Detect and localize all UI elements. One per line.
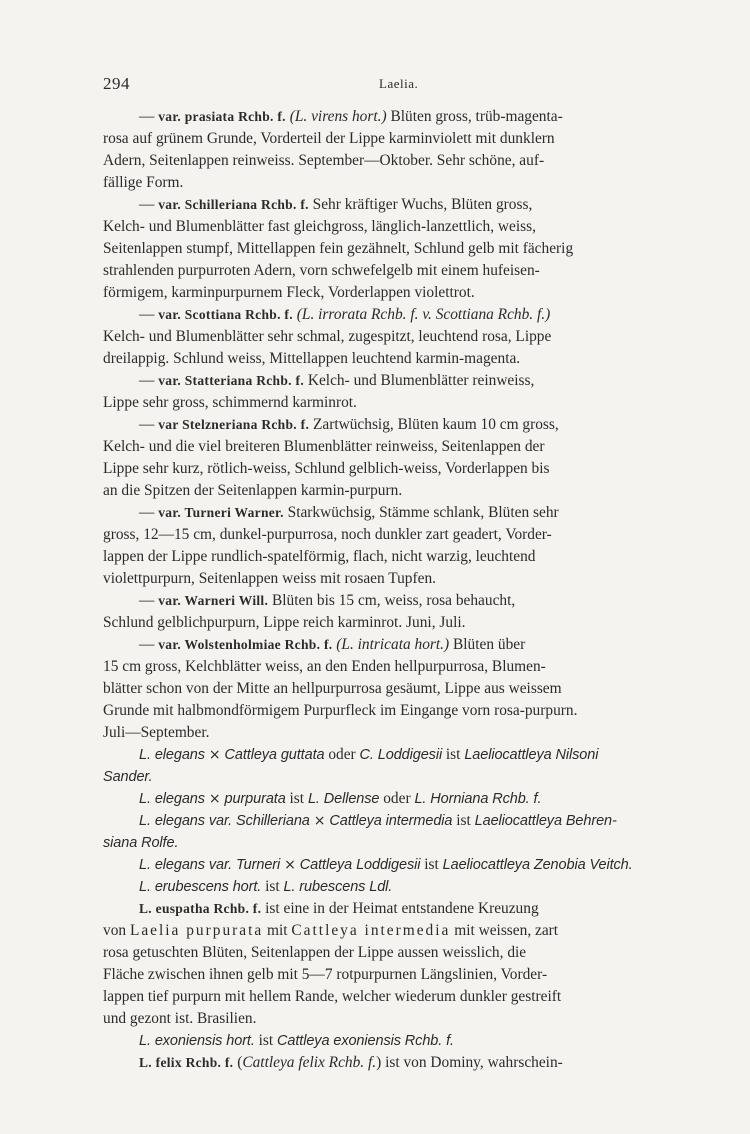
text-line bbox=[103, 766, 693, 788]
text-line bbox=[103, 304, 693, 326]
text-line bbox=[103, 612, 693, 634]
text-line bbox=[103, 502, 693, 524]
text-segment: — bbox=[139, 372, 159, 389]
text-segment: Kelch- und Blumenblätter fast gleichgross, länglich-lanzettlich, weiss, bbox=[103, 218, 536, 235]
text-segment: Sander. bbox=[103, 769, 153, 785]
text-segment: Fläche zwischen ihnen gelb mit 5—7 rotpurpurnen Längslinien, Vorder- bbox=[103, 966, 548, 983]
text-line bbox=[103, 216, 693, 238]
entry-name: var. Statteriana Rchb. f. bbox=[158, 373, 304, 388]
text-segment: lappen der Lippe rundlich-spatelförmig, flach, nicht warzig, leuchtend bbox=[103, 548, 536, 565]
entry-name: var. Turneri Warner. bbox=[158, 505, 284, 520]
text-segment: lappen tief purpurn mit hellem Rande, welcher wiederum dunkler gestreift bbox=[103, 988, 562, 1005]
text-segment: ist bbox=[285, 790, 308, 807]
text-segment: (L. virens hort.) bbox=[289, 108, 387, 125]
text-segment: L. exoniensis hort. bbox=[139, 1033, 255, 1049]
text-segment: gross, 12—15 cm, dunkel-purpurrosa, noch dunkler zart geadert, Vorder- bbox=[103, 526, 552, 543]
text-segment: Blüten gross, trüb-magenta- bbox=[386, 108, 563, 125]
text-line bbox=[103, 392, 693, 414]
text-line bbox=[103, 788, 693, 810]
text-line bbox=[103, 678, 693, 700]
text-line bbox=[103, 370, 693, 392]
text-segment: — bbox=[139, 108, 159, 125]
text-segment: Kelch- und Blumenblätter sehr schmal, zugespitzt, leuchtend rosa, Lippe bbox=[103, 328, 552, 345]
text-segment: ist bbox=[442, 746, 465, 763]
text-segment: C. Loddigesii bbox=[359, 747, 443, 763]
text-line bbox=[103, 876, 693, 898]
text-segment: Starkwüchsig, Stämme schlank, Blüten sehr bbox=[283, 504, 559, 521]
text-segment: ) ist von Dominy, wahrschein- bbox=[376, 1054, 563, 1071]
text-segment: violettpurpurn, Seitenlappen weiss mit rosaen Tupfen. bbox=[103, 570, 436, 587]
text-segment: ist bbox=[420, 856, 443, 873]
text-segment: Cattleya Loddigesii bbox=[295, 857, 421, 873]
text-segment: Cattleya guttata bbox=[220, 747, 325, 763]
text-line bbox=[103, 1052, 693, 1074]
text-segment: mit weissen, zart bbox=[450, 922, 559, 939]
text-segment: Laeliocattleya Zenobia Veitch. bbox=[442, 857, 633, 873]
text-segment: Kelch- und die viel breiteren Blumenblätter reinweiss, Seitenlappen der bbox=[103, 438, 545, 455]
text-segment: Laelia purpurata bbox=[129, 922, 264, 939]
text-segment: (L. intricata hort.) bbox=[336, 636, 450, 653]
text-line bbox=[103, 722, 693, 744]
text-segment: — bbox=[139, 504, 159, 521]
page-header bbox=[103, 74, 690, 102]
text-line bbox=[103, 656, 693, 678]
text-segment: ist eine in der Heimat entstandene Kreuzung bbox=[261, 900, 539, 917]
text-segment: siana Rolfe. bbox=[103, 835, 179, 851]
text-line bbox=[103, 128, 693, 150]
text-segment: ist bbox=[261, 878, 284, 895]
text-line bbox=[103, 414, 693, 436]
text-line bbox=[103, 810, 693, 832]
text-line bbox=[103, 898, 693, 920]
text-line bbox=[103, 348, 693, 370]
text-segment: L. elegans var. Turneri bbox=[139, 857, 285, 873]
text-segment: L. Dellense bbox=[307, 791, 380, 807]
text-segment: L. elegans bbox=[139, 791, 209, 807]
cross-symbol: × bbox=[313, 813, 326, 829]
cross-symbol: × bbox=[284, 857, 296, 873]
running-title: Laelia. bbox=[379, 76, 419, 91]
entry-name: L. felix Rchb. f. bbox=[139, 1055, 234, 1070]
text-segment: ( bbox=[233, 1054, 243, 1071]
text-segment: L. erubescens hort. bbox=[139, 879, 262, 895]
text-segment: Zartwüchsig, Blüten kaum 10 cm gross, bbox=[309, 416, 559, 433]
text-segment: strahlenden purpurroten Adern, vorn schwefelgelb mit einem hufeisen- bbox=[103, 262, 540, 279]
text-segment: ist bbox=[254, 1032, 278, 1049]
text-segment: mit bbox=[263, 922, 292, 939]
text-segment: Laeliocattleya Nilsoni bbox=[464, 747, 599, 763]
text-segment: L. elegans var. Schilleriana bbox=[139, 813, 314, 829]
entry-name: var. prasiata Rchb. f. bbox=[158, 109, 286, 124]
text-line bbox=[103, 854, 693, 876]
text-segment: rosa auf grünem Grunde, Vorderteil der Lippe karminviolett mit dunklern bbox=[103, 130, 555, 147]
text-segment: blätter schon von der Mitte an hellpurpurrosa gesäumt, Lippe aus weissem bbox=[103, 680, 562, 697]
text-segment: — bbox=[139, 592, 159, 609]
text-line bbox=[103, 106, 693, 128]
text-line bbox=[103, 172, 693, 194]
text-segment: Blüten bis 15 cm, weiss, rosa behaucht, bbox=[268, 592, 516, 609]
entry-name: var. Schilleriana Rchb. f. bbox=[158, 197, 309, 212]
text-segment: Adern, Seitenlappen reinweiss. September—Oktober. Sehr schöne, auf- bbox=[103, 152, 545, 169]
text-line bbox=[103, 920, 693, 942]
text-segment: an die Spitzen der Seitenlappen karmin-purpurn. bbox=[103, 482, 403, 499]
text-segment: von bbox=[103, 922, 130, 939]
text-line bbox=[103, 1008, 693, 1030]
page-number: 294 bbox=[103, 74, 130, 93]
text-line bbox=[103, 458, 693, 480]
text-line bbox=[103, 282, 693, 304]
entry-name: L. euspatha Rchb. f. bbox=[139, 901, 262, 916]
text-line bbox=[103, 1030, 693, 1052]
text-segment: ist bbox=[452, 812, 475, 829]
text-segment: L. elegans bbox=[139, 747, 209, 763]
text-segment: Sehr kräftiger Wuchs, Blüten gross, bbox=[308, 196, 533, 213]
text-segment: oder bbox=[324, 746, 360, 763]
text-segment: dreilappig. Schlund weiss, Mittellappen leuchtend karmin-magenta. bbox=[103, 350, 521, 367]
text-segment: (L. irrorata Rchb. f. v. Scottiana Rchb. f.) bbox=[296, 306, 551, 323]
text-segment: — bbox=[139, 306, 159, 323]
text-line bbox=[103, 480, 693, 502]
page-body-text bbox=[103, 106, 693, 1074]
text-segment: — bbox=[139, 196, 159, 213]
text-line bbox=[103, 590, 693, 612]
text-line bbox=[103, 260, 693, 282]
text-segment: — bbox=[139, 416, 159, 433]
text-line bbox=[103, 700, 693, 722]
cross-symbol: × bbox=[208, 791, 221, 807]
text-segment: Lippe sehr gross, schimmernd karminrot. bbox=[103, 394, 357, 411]
text-segment: Cattleya intermedia bbox=[291, 922, 451, 939]
text-segment: purpurata bbox=[220, 791, 286, 807]
text-line bbox=[103, 546, 693, 568]
text-segment: — bbox=[139, 636, 159, 653]
text-line bbox=[103, 744, 693, 766]
text-segment: Laeliocattleya Behren- bbox=[474, 813, 617, 829]
text-segment: Kelch- und Blumenblätter reinweiss, bbox=[304, 372, 535, 389]
text-segment: L. rubescens Ldl. bbox=[283, 879, 393, 895]
text-segment: Juli—September. bbox=[103, 724, 210, 741]
text-segment: oder bbox=[379, 790, 415, 807]
text-line bbox=[103, 964, 693, 986]
text-segment: Grunde mit halbmondförmigem Purpurfleck im Eingange vorn rosa-purpurn. bbox=[103, 702, 578, 719]
text-line bbox=[103, 942, 693, 964]
text-segment: Cattleya intermedia bbox=[325, 813, 453, 829]
text-line bbox=[103, 238, 693, 260]
cross-symbol: × bbox=[208, 747, 221, 763]
text-line bbox=[103, 150, 693, 172]
text-line bbox=[103, 436, 693, 458]
text-segment: Schlund gelblichpurpurn, Lippe reich karminrot. Juni, Juli. bbox=[103, 614, 466, 631]
text-segment: Cattleya exoniensis Rchb. f. bbox=[277, 1033, 454, 1049]
text-line bbox=[103, 986, 693, 1008]
entry-name: var. Wolstenholmiae Rchb. f. bbox=[158, 637, 333, 652]
text-line bbox=[103, 326, 693, 348]
text-segment: und gezont ist. Brasilien. bbox=[103, 1010, 257, 1027]
text-segment: Cattleya felix Rchb. f. bbox=[242, 1054, 377, 1071]
text-line bbox=[103, 524, 693, 546]
entry-name: var. Scottiana Rchb. f. bbox=[158, 307, 293, 322]
text-line bbox=[103, 634, 693, 656]
text-line bbox=[103, 832, 693, 854]
entry-name: var Stelzneriana Rchb. f. bbox=[158, 417, 310, 432]
text-line bbox=[103, 568, 693, 590]
text-segment: förmigem, karminpurpurnem Fleck, Vorderlappen violettrot. bbox=[103, 284, 475, 301]
text-segment: Lippe sehr kurz, rötlich-weiss, Schlund gelblich-weiss, Vorderlappen bis bbox=[103, 460, 550, 477]
entry-name: var. Warneri Will. bbox=[158, 593, 269, 608]
text-segment: Seitenlappen stumpf, Mittellappen fein gezähnelt, Schlund gelb mit fächerig bbox=[103, 240, 574, 257]
text-segment: fällige Form. bbox=[103, 174, 184, 191]
text-segment: rosa getuschten Blüten, Seitenlappen der Lippe aussen weisslich, die bbox=[103, 944, 527, 961]
text-segment: L. Horniana Rchb. f. bbox=[414, 791, 542, 807]
text-segment: 15 cm gross, Kelchblätter weiss, an den Enden hellpurpurrosa, Blumen- bbox=[103, 658, 546, 675]
text-line bbox=[103, 194, 693, 216]
text-segment: Blüten über bbox=[449, 636, 526, 653]
